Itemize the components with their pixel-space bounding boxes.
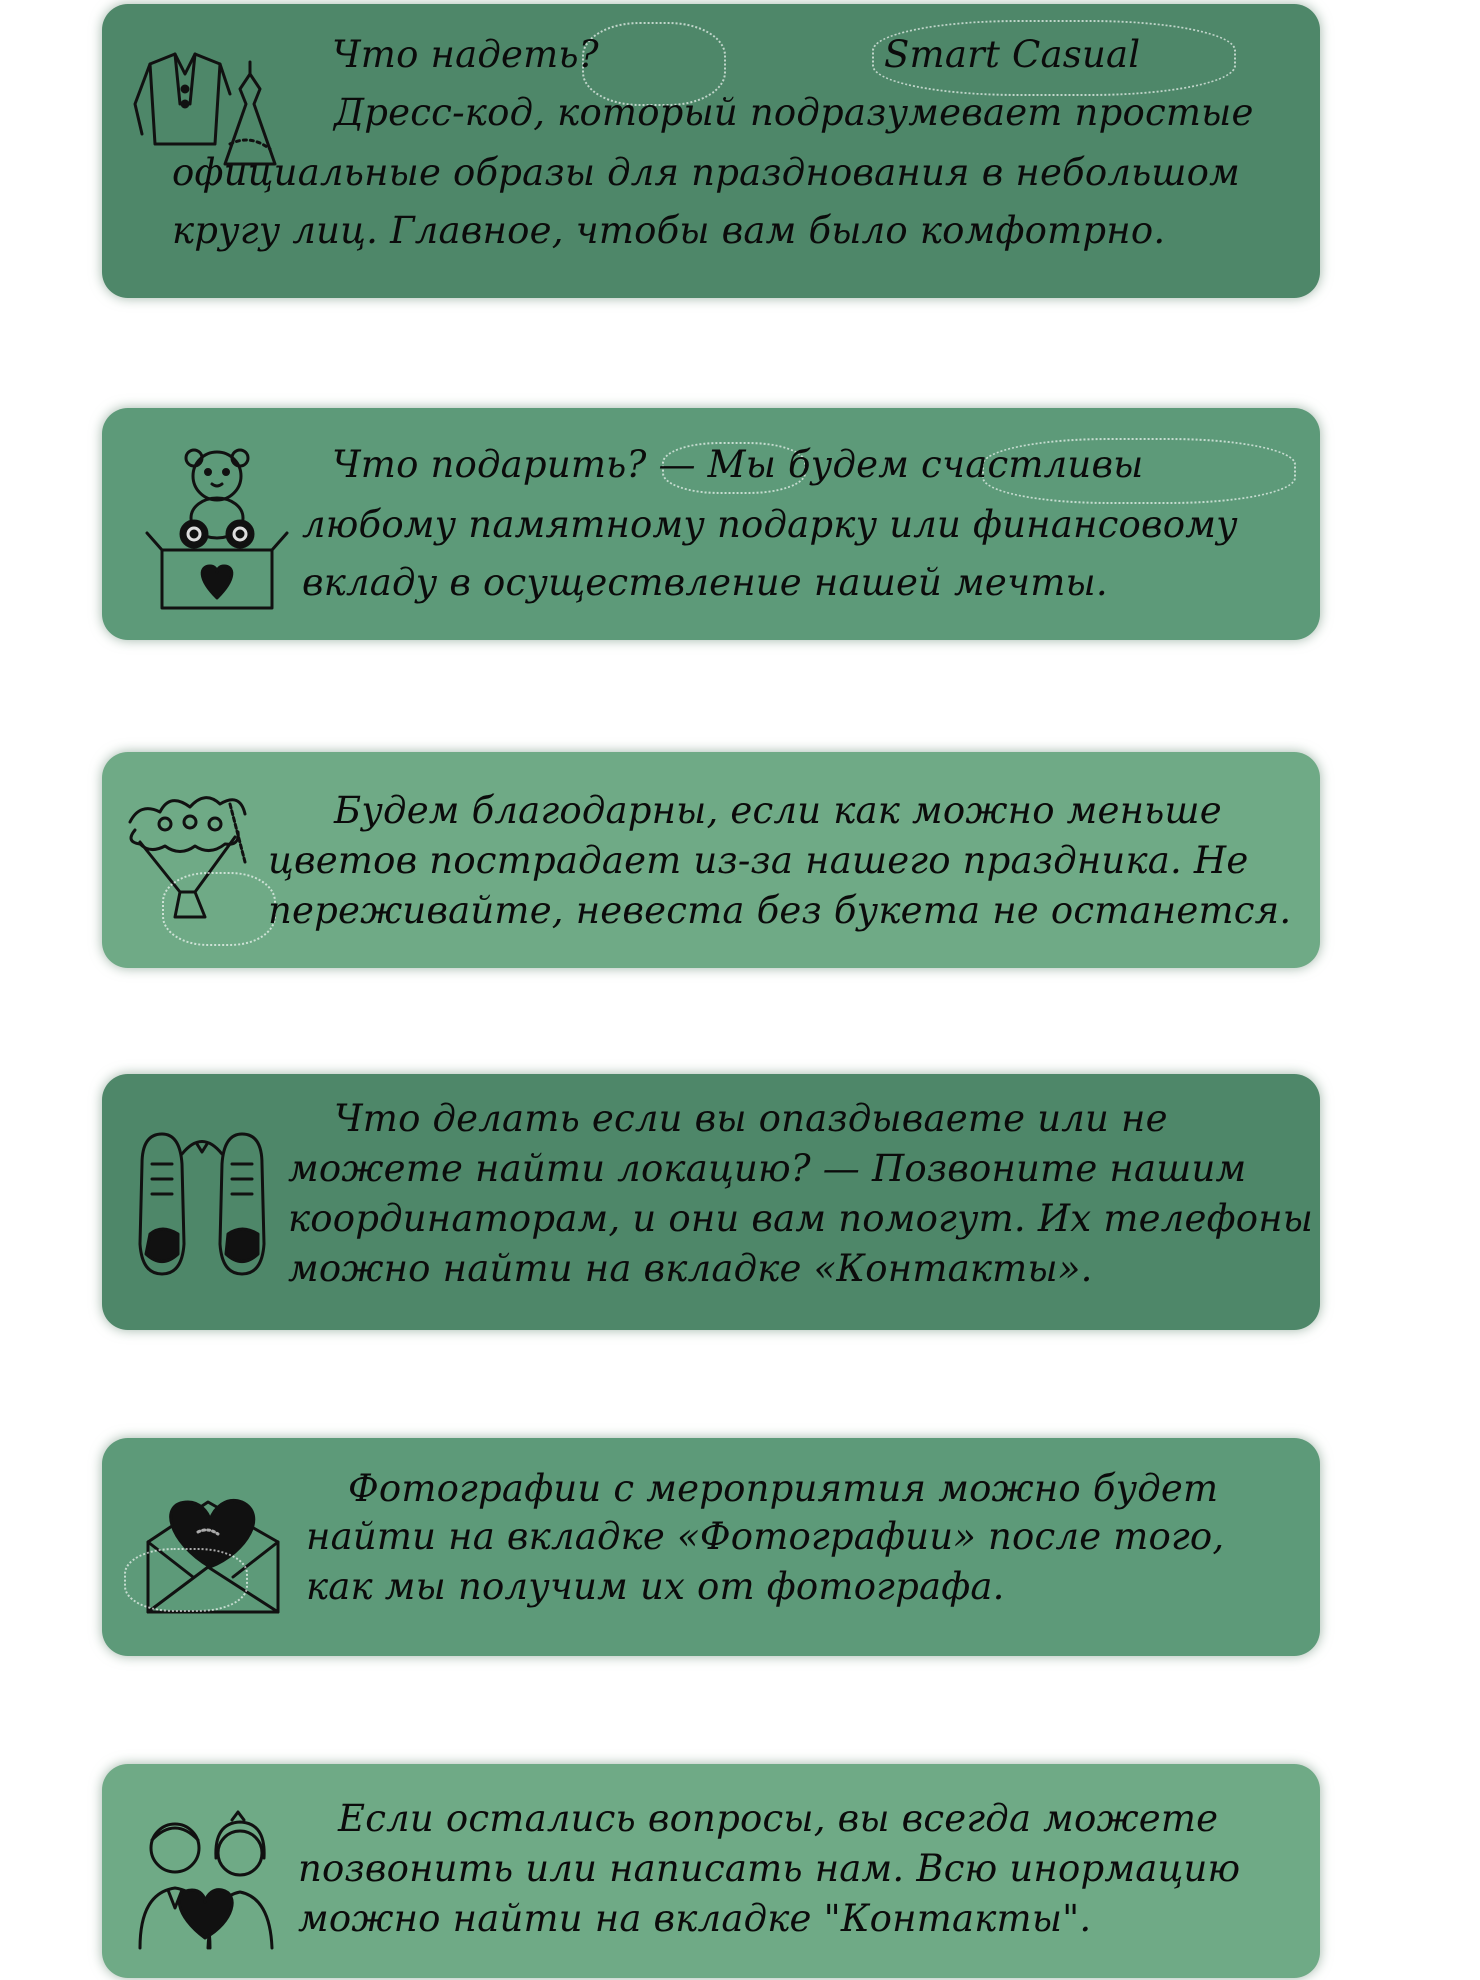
couple-icon xyxy=(130,1798,280,1958)
card-text-line: кругу лиц. Главное, чтобы вам было комфотрно. xyxy=(172,209,1166,252)
card-text-line: любому памятному подарку или финансовому xyxy=(302,503,1238,546)
card-text-line: Если остались вопросы, вы всегда можете xyxy=(338,1797,1219,1840)
card-text-line: можете найти локацию? — Позвоните нашим xyxy=(288,1147,1247,1190)
info-card-dress-code xyxy=(102,4,1320,298)
card-text-line: позвонить или написать нам. Всю инормацию xyxy=(298,1847,1241,1890)
info-card-late xyxy=(102,1074,1320,1330)
card-text-line: вкладу в осуществление нашей мечты. xyxy=(302,561,1108,604)
card-heading: Что надеть? xyxy=(332,33,599,76)
card-text-line: как мы получим их от фотографа. xyxy=(306,1565,1005,1608)
info-card-flowers xyxy=(102,752,1320,968)
gift-bear-icon xyxy=(142,438,292,618)
card-text-line: координаторам, и они вам помогут. Их телефоны xyxy=(288,1197,1314,1240)
info-card-photos xyxy=(102,1438,1320,1656)
dress-code-tag: Smart Casual xyxy=(884,33,1141,76)
card-text-line: официальные образы для празднования в небольшом xyxy=(172,151,1241,194)
card-text-line: Будем благодарны, если как можно меньше xyxy=(334,789,1222,832)
card-text-line: можно найти на вкладке «Контакты». xyxy=(288,1247,1093,1290)
card-text-line: Что подарить? — Мы будем счастливы xyxy=(332,443,1144,486)
card-text-line: Что делать если вы опаздываете или не xyxy=(334,1097,1168,1140)
info-card-questions xyxy=(102,1764,1320,1978)
card-text-line: Фотографии с мероприятия можно будет xyxy=(348,1467,1219,1510)
info-card-gifts xyxy=(102,408,1320,640)
card-text-line: можно найти на вкладке "Контакты". xyxy=(298,1897,1092,1940)
card-text-line: Дресс-код, который подразумевает простые xyxy=(334,91,1254,134)
card-text-line: цветов пострадает из-за нашего праздника. Не xyxy=(268,839,1249,882)
shoes-icon xyxy=(132,1124,272,1284)
card-text-line: переживайте, невеста без букета не останется. xyxy=(268,889,1292,932)
card-text-line: найти на вкладке «Фотографии» после того, xyxy=(306,1515,1225,1558)
